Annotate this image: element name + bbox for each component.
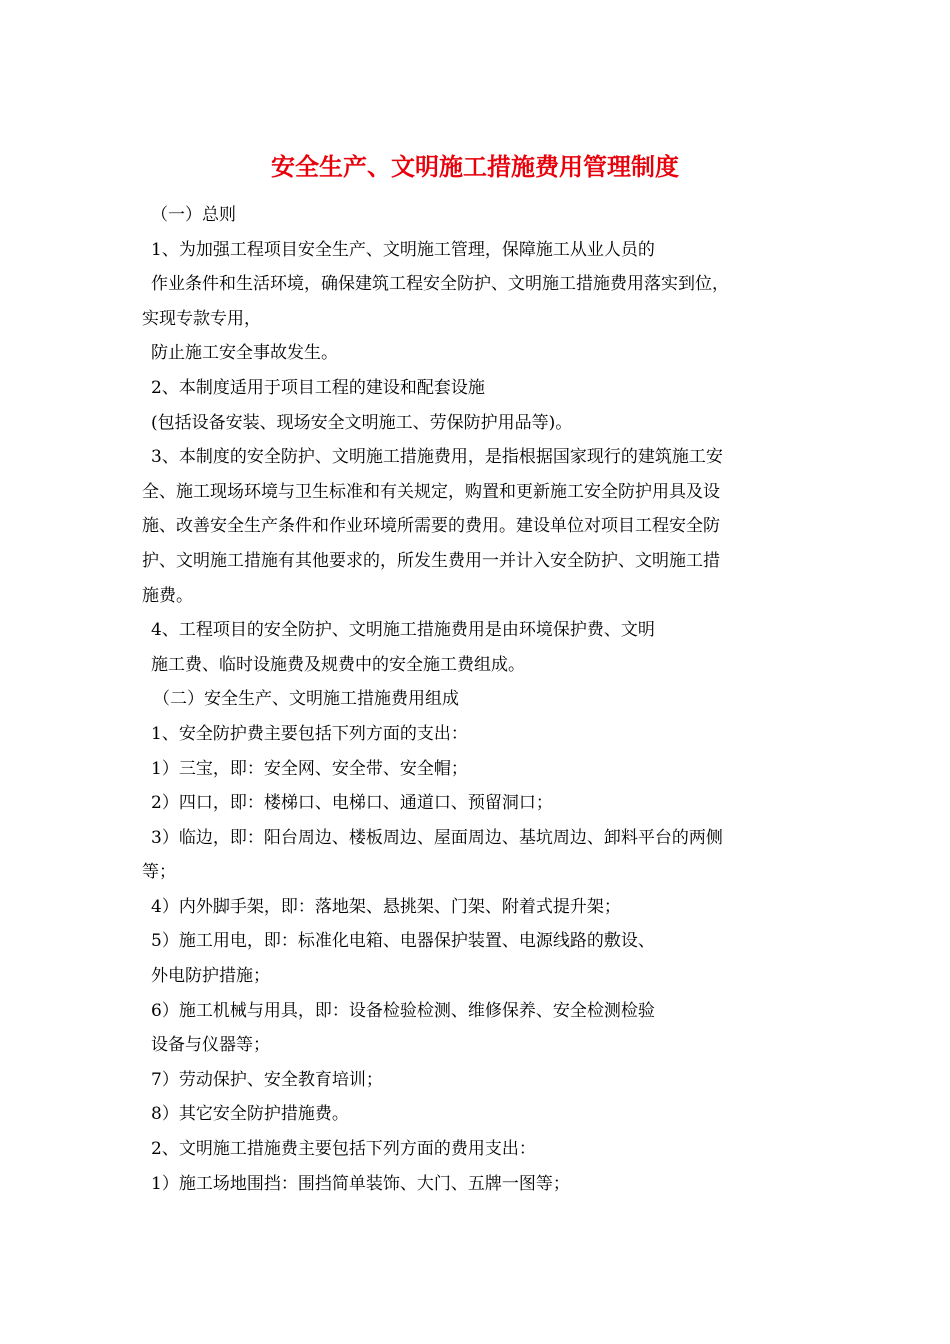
paragraph-line: 施工费、临时设施费及规费中的安全施工费组成。	[151, 654, 525, 675]
list-item: 1）三宝，即：安全网、安全带、安全帽；	[151, 758, 468, 779]
document-title: 安全生产、文明施工措施费用管理制度	[271, 152, 679, 181]
list-item: 1）施工场地围挡：围挡简单装饰、大门、五牌一图等；	[151, 1173, 570, 1194]
list-item: 8）其它安全防护措施费。	[151, 1104, 349, 1125]
paragraph-line: 施、改善安全生产条件和作业环境所需要的费用。建设单位对项目工程安全防	[142, 516, 720, 537]
paragraph-line: 2、文明施工措施费主要包括下列方面的费用支出：	[151, 1139, 536, 1160]
paragraph-line: 护、文明施工措施有其他要求的，所发生费用一并计入安全防护、文明施工措	[142, 550, 720, 571]
list-item: 3）临边，即：阳台周边、楼板周边、屋面周边、基坑周边、卸料平台的两侧	[151, 827, 723, 848]
paragraph-line: 施费。	[142, 585, 193, 606]
paragraph-line: 4、工程项目的安全防护、文明施工措施费用是由环境保护费、文明	[151, 620, 655, 641]
paragraph-line: 2、本制度适用于项目工程的建设和配套设施	[151, 377, 485, 398]
section-heading: （一）总则	[151, 205, 236, 225]
paragraph-line: 防止施工安全事故发生。	[151, 343, 338, 364]
document-body	[142, 198, 802, 1201]
paragraph-line: (包括设备安装、现场安全文明施工、劳保防护用品等)。	[151, 412, 573, 433]
list-item: 设备与仪器等；	[151, 1035, 270, 1056]
list-item: 4）内外脚手架，即：落地架、悬挑架、门架、附着式提升架；	[151, 896, 621, 917]
paragraph-line: 1、安全防护费主要包括下列方面的支出：	[151, 723, 468, 744]
list-item: 外电防护措施；	[151, 966, 270, 987]
paragraph-line: 实现专款专用，	[142, 308, 261, 329]
paragraph-line: 1、为加强工程项目安全生产、文明施工管理，保障施工从业人员的	[151, 239, 655, 260]
list-item: 2）四口，即：楼梯口、电梯口、通道口、预留洞口；	[151, 793, 553, 814]
list-item: 等；	[142, 862, 176, 883]
paragraph-line: 全、施工现场环境与卫生标准和有关规定，购置和更新施工安全防护用具及设	[142, 481, 720, 502]
paragraph-line: 作业条件和生活环境，确保建筑工程安全防护、文明施工措施费用落实到位，	[151, 274, 729, 295]
section-heading: （二）安全生产、文明施工措施费用组成	[153, 689, 459, 710]
list-item: 6）施工机械与用具，即：设备检验检测、维修保养、安全检测检验	[151, 1000, 655, 1021]
list-item: 5）施工用电，即：标准化电箱、电器保护装置、电源线路的敷设、	[151, 931, 655, 952]
list-item: 7）劳动保护、安全教育培训；	[151, 1069, 383, 1090]
paragraph-line: 3、本制度的安全防护、文明施工措施费用，是指根据国家现行的建筑施工安	[151, 447, 723, 468]
